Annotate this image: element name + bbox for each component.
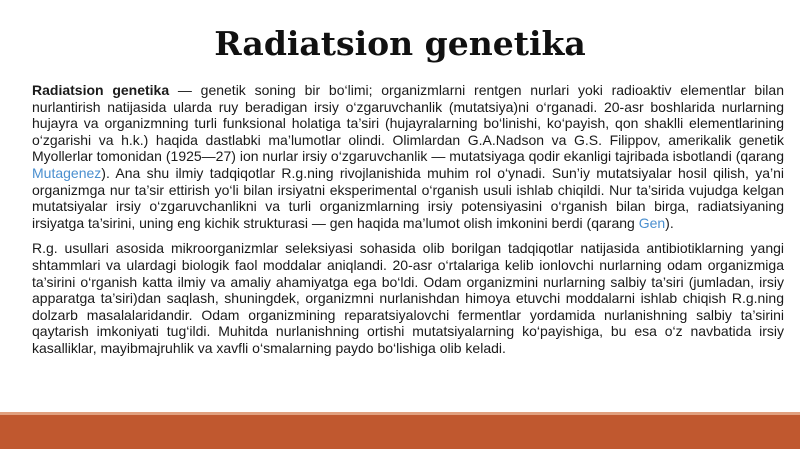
paragraph-1-text-b: ). Ana shu ilmiy tadqiqotlar R.g.ning rivojlanishida muhim rol o‘ynadi. Sun’iy mutatsiyalar hosil qilish, ya’ni organizmga nur ta’sir ettirish yo‘li bilan irsiyatni eksperimental o‘rganish usuli ishlab chiqildi. Nur ta’sirida vujudga kelgan mutatsiyalar irsiy o‘zgaruvchanlikni va turli organizmlarning irsiy potensiyasini o‘rganish bilan birga, radiatsiyaning irsiyatga ta’sirini, uning eng kichik strukturasi — gen haqida ma’lumot olish imkonini berdi (qarang <box>32 164 784 231</box>
term-heading: Radiatsion genetika <box>32 82 170 98</box>
slide-title: Radiatsion genetika <box>214 24 586 63</box>
paragraph-2: R.g. usullari asosida mikroorganizmlar seleksiyasi sohasida olib borilgan tadqiqotlar natijasida antibiotiklarning yangi shtammlari va ulardagi biologik faol moddalar aniqlandi. 20-asr o‘rtalariga kelib ionlovchi nurlarning odam organizmiga ta’sirini o‘rganish katta ilmiy va amaliy ahamiyatga ega bo‘ldi. Odam organizmini nurlarning salbiy ta’siri (jumladan, irsiy apparatga ta’siri)dan saqlash, shuningdek, organizmni nurlanishdan himoya etuvchi moddalarni ishlab chiqish R.g.ning dolzarb masalalaridandir. Odam organizmining reparatsiyalovchi fermentlar yordamida nurlanishning salbiy ta’sirini qaytarish imkoniyati tug‘ildi. Muhitda nurlanishning ortishi mutatsiyalarning ko‘payishiga, bu esa o‘z navbatida irsiy kasalliklar, mayibmajruhlik va xavfli o‘smalarning paydo bo‘lishiga olib keladi. <box>32 240 784 356</box>
footer-bar <box>0 415 800 449</box>
paragraph-1 <box>32 82 784 231</box>
paragraph-1-text-a: — genetik soning bir bo‘limi; organizmlarni rentgen nurlari yoki radioaktiv elementlar bilan nurlantirish natijasida ularda ruy beradigan irsiy o‘zgaruvchanlik (mutatsiya)ni o‘rganadi. 20-asr boshlarida nurlarning hujayra va organizmning turli funksional holatiga ta’siri (hujayralarning bo‘linishi, ko‘payish, qon shaklli elementlarining o‘zgarishi va h.k.) haqida dastlabki ma’lumotlar olindi. Olimlardan G.A.Nadson va G.S. Filippov, amerikalik genetik Myollerlar tomonidan (1925—27) ion nurlar irsiy o‘zgaruvchanlik — mutatsiyaga qodir ekanligi tajribada isbotlandi (qarang <box>32 82 784 165</box>
link-mutagenez[interactable]: Mutagenez <box>32 164 102 181</box>
link-gen[interactable]: Gen <box>638 214 666 231</box>
paragraph-1-text-c: ). <box>665 214 674 231</box>
slide-body <box>32 82 784 366</box>
